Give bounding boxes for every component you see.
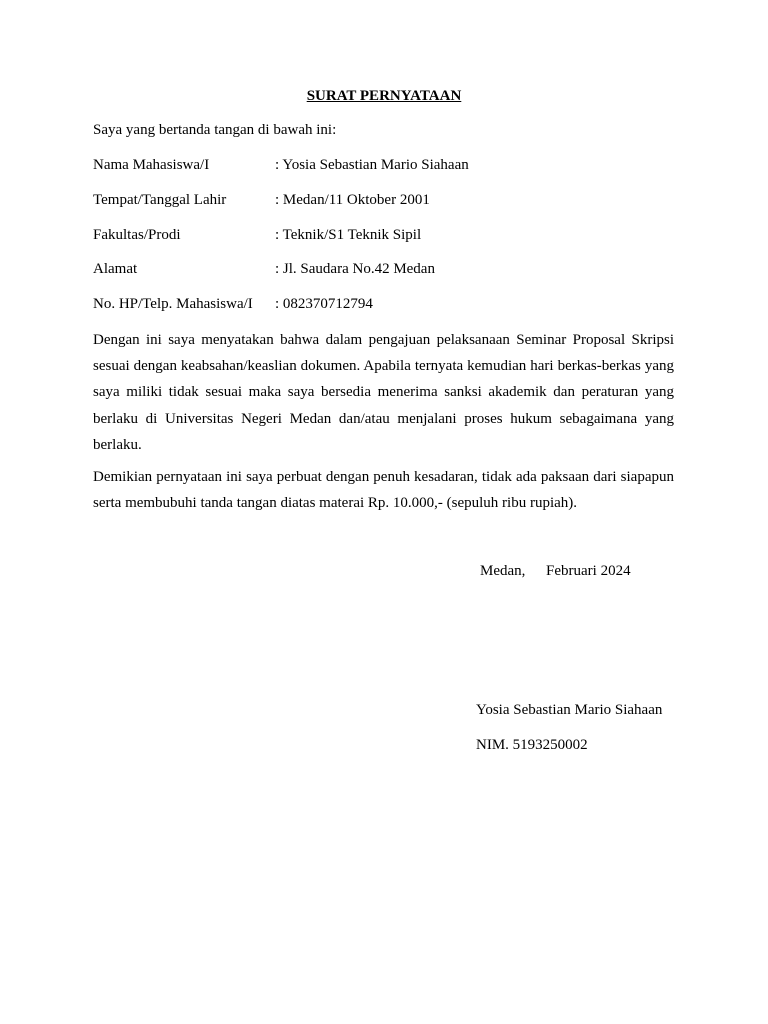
statement-paragraph: Dengan ini saya menyatakan bahwa dalam pengajuan pelaksanaan Seminar Proposal Skripsi sesuai dengan keabsahan/keaslian dokumen. Apabila ternyata kemudian hari berkas-berkas yang saya miliki tidak sesuai maka saya bersedia menerima sanksi akademik dan peraturan yang berlaku di Universitas Negeri Medan dan/atau menjalani proses hukum sebagaimana yang berlaku. — [93, 332, 674, 453]
field-label: Nama Mahasiswa/I — [93, 157, 210, 173]
field-value: : Yosia Sebastian Mario Siahaan — [275, 157, 469, 173]
signature-date: Februari 2024 — [546, 563, 631, 579]
field-label: Alamat — [93, 261, 138, 277]
intro-text: Saya yang bertanda tangan di bawah ini: — [93, 122, 337, 138]
signatory-name: Yosia Sebastian Mario Siahaan — [476, 702, 663, 718]
field-value: : 082370712794 — [275, 296, 373, 312]
field-label: Tempat/Tanggal Lahir — [93, 192, 227, 208]
field-value: : Medan/11 Oktober 2001 — [275, 192, 430, 208]
field-row-ttl — [93, 191, 683, 209]
field-row-nama — [93, 156, 683, 174]
signatory-nim: NIM. 5193250002 — [476, 737, 588, 753]
field-row-phone — [93, 295, 683, 313]
field-row-fakultas — [93, 226, 683, 244]
field-value: : Teknik/S1 Teknik Sipil — [275, 227, 422, 243]
field-label: No. HP/Telp. Mahasiswa/I — [93, 296, 253, 312]
closing-paragraph: Demikian pernyataan ini saya perbuat dengan penuh kesadaran, tidak ada paksaan dari siapapun serta membubuhi tanda tangan diatas materai Rp. 10.000,- (sepuluh ribu rupiah). — [93, 469, 674, 512]
field-row-alamat — [93, 260, 683, 278]
document-title: SURAT PERNYATAAN — [306, 88, 462, 104]
signature-place: Medan, — [480, 563, 526, 579]
field-value: : Jl. Saudara No.42 Medan — [275, 261, 435, 277]
field-label: Fakultas/Prodi — [93, 227, 181, 243]
